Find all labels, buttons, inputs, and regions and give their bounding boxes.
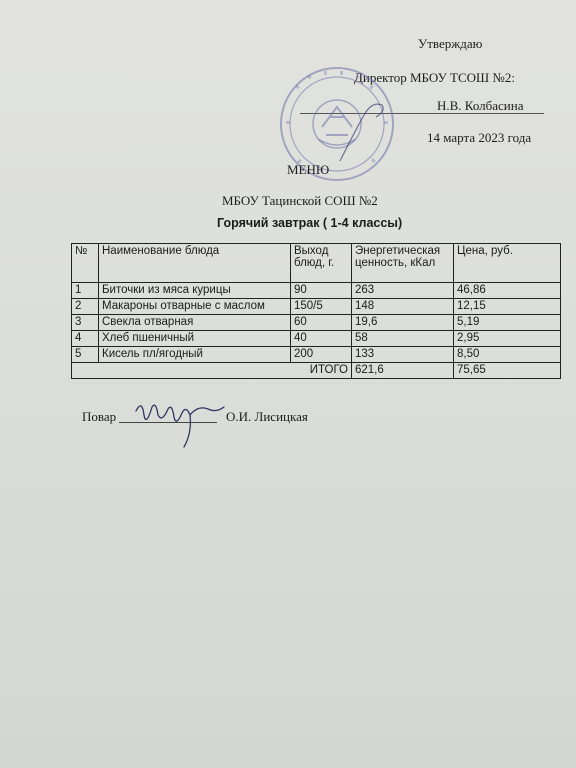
cook-label: Повар [82, 409, 117, 424]
total-energy: 621,6 [352, 363, 454, 379]
row-energy: 133 [352, 347, 454, 363]
table-row [72, 299, 561, 315]
table-header-row [72, 244, 561, 283]
menu-title: МЕНЮ [287, 162, 330, 177]
header-energy: Энергетическая ценность, кКал [352, 244, 454, 283]
header-price: Цена, руб. [454, 244, 561, 283]
total-label: ИТОГО [72, 363, 352, 379]
meal-title: Горячий завтрак ( 1-4 классы) [217, 216, 403, 230]
row-price: 5,19 [454, 315, 561, 331]
row-price: 8,50 [454, 347, 561, 363]
header-number: № [72, 244, 99, 283]
row-dish: Свекла отварная [99, 315, 291, 331]
table-row [72, 347, 561, 363]
row-dish: Биточки из мяса курицы [99, 283, 291, 299]
school-name: МБОУ Тацинской СОШ №2 [222, 193, 378, 208]
row-portion: 60 [291, 315, 352, 331]
row-portion: 90 [291, 283, 352, 299]
row-energy: 58 [352, 331, 454, 347]
director-name: Н.В. Колбасина [437, 98, 524, 113]
row-price: 46,86 [454, 283, 561, 299]
row-energy: 148 [352, 299, 454, 315]
row-number: 1 [72, 283, 99, 299]
row-energy: 19,6 [352, 315, 454, 331]
row-energy: 263 [352, 283, 454, 299]
row-number: 3 [72, 315, 99, 331]
row-dish: Кисель пл/ягодный [99, 347, 291, 363]
approval-label: Утверждаю [418, 36, 483, 51]
header-portion: Выход блюд, г. [291, 244, 352, 283]
total-row [72, 363, 561, 379]
approval-date: 14 марта 2023 года [427, 130, 532, 145]
row-price: 2,95 [454, 331, 561, 347]
row-portion: 40 [291, 331, 352, 347]
cook-name: О.И. Лисицкая [226, 409, 308, 424]
header-dish: Наименование блюда [99, 244, 291, 283]
cook-signature [128, 393, 228, 451]
director-line: Директор МБОУ ТСОШ №2: [354, 70, 515, 85]
table-row [72, 331, 561, 347]
row-portion: 200 [291, 347, 352, 363]
row-dish: Хлеб пшеничный [99, 331, 291, 347]
row-number: 5 [72, 347, 99, 363]
menu-table [71, 243, 561, 379]
row-dish: Макароны отварные с маслом [99, 299, 291, 315]
row-portion: 150/5 [291, 299, 352, 315]
table-row [72, 315, 561, 331]
row-number: 2 [72, 299, 99, 315]
row-number: 4 [72, 331, 99, 347]
row-price: 12,15 [454, 299, 561, 315]
table-row [72, 283, 561, 299]
total-price: 75,65 [454, 363, 561, 379]
